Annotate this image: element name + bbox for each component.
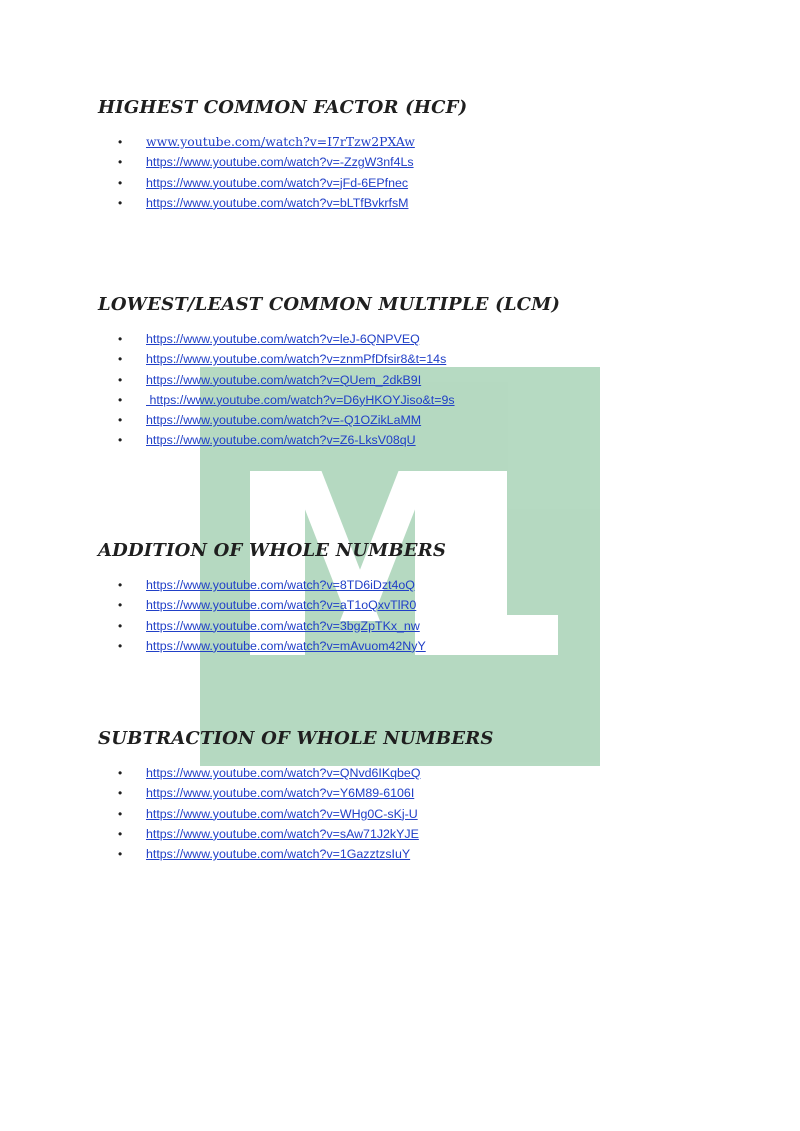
list-item [98, 370, 560, 390]
bullet-icon: • [118, 826, 123, 841]
video-link[interactable]: https://www.youtube.com/watch?v=sAw71J2kYJE [146, 826, 419, 841]
list-item [98, 763, 494, 783]
list-item [98, 783, 494, 803]
section-heading: LOWEST/LEAST COMMON MULTIPLE (LCM) [98, 294, 561, 315]
bullet-icon: • [118, 332, 123, 346]
video-link[interactable]: https://www.youtube.com/watch?v=jFd-6EPfnec [146, 175, 409, 190]
section-heading: SUBTRACTION OF WHOLE NUMBERS [98, 728, 494, 749]
section-heading: HIGHEST COMMON FACTOR (HCF) [98, 97, 468, 118]
watermark-l-foot [445, 615, 558, 655]
bullet-icon: • [118, 135, 123, 149]
section-hcf [98, 97, 467, 213]
list-item [98, 595, 446, 615]
section-addition [98, 540, 446, 656]
list-item [98, 193, 467, 213]
list-item [98, 173, 467, 193]
link-list [98, 132, 467, 213]
list-item [98, 824, 494, 844]
link-list [98, 763, 494, 864]
bullet-icon: • [118, 155, 123, 170]
video-link[interactable]: https://www.youtube.com/watch?v=aT1oQxvTlR0 [146, 598, 417, 613]
list-item [98, 616, 446, 636]
section-lcm [98, 294, 560, 451]
section-subtraction [98, 728, 494, 864]
link-list [98, 575, 446, 656]
bullet-icon: • [118, 638, 123, 653]
list-item [98, 430, 560, 450]
list-item [98, 636, 446, 656]
bullet-icon: • [118, 392, 123, 407]
bullet-icon: • [118, 175, 123, 190]
list-item [98, 410, 560, 430]
video-link[interactable]: https://www.youtube.com/watch?v=-ZzgW3nf4Ls [146, 155, 414, 170]
list-item [98, 804, 494, 824]
video-link[interactable]: https://www.youtube.com/watch?v=1GazztzsIuY [146, 847, 411, 862]
video-link[interactable]: https://www.youtube.com/watch?v=Y6M89-6106I [146, 786, 415, 801]
list-item [98, 390, 560, 410]
video-link[interactable]: https://www.youtube.com/watch?v=D6yHKOYJiso&t=9s [146, 392, 455, 407]
video-link[interactable]: https://www.youtube.com/watch?v=8TD6iDzt4oQ [146, 578, 415, 592]
bullet-icon: • [118, 433, 123, 448]
list-item [98, 349, 560, 369]
bullet-icon: • [118, 352, 123, 367]
video-link[interactable]: https://www.youtube.com/watch?v=QUem_2dkB9I [146, 372, 422, 387]
video-link[interactable]: https://www.youtube.com/watch?v=-Q1OZikLaMM [146, 413, 422, 428]
link-list [98, 329, 560, 451]
bullet-icon: • [118, 847, 123, 862]
video-link[interactable]: https://www.youtube.com/watch?v=QNvd6IKqbeQ [146, 766, 421, 780]
list-item [98, 575, 446, 595]
bullet-icon: • [118, 598, 123, 613]
video-link[interactable]: https://www.youtube.com/watch?v=znmPfDfsir8&t=14s [146, 352, 447, 367]
list-item [98, 152, 467, 172]
list-item [98, 329, 560, 349]
video-link[interactable]: www.youtube.com/watch?v=I7rTzw2PXAw [146, 134, 415, 149]
video-link[interactable]: https://www.youtube.com/watch?v=WHg0C-sKj-U [146, 806, 418, 821]
video-link[interactable]: https://www.youtube.com/watch?v=bLTfBvkrfsM [146, 195, 409, 210]
video-link[interactable]: https://www.youtube.com/watch?v=mAvuom42NyY [146, 638, 426, 653]
bullet-icon: • [118, 195, 123, 210]
list-item [98, 844, 494, 864]
bullet-icon: • [118, 766, 123, 780]
bullet-icon: • [118, 618, 123, 633]
section-heading: ADDITION OF WHOLE NUMBERS [98, 540, 447, 561]
bullet-icon: • [118, 806, 123, 821]
bullet-icon: • [118, 372, 123, 387]
bullet-icon: • [118, 413, 123, 428]
bullet-icon: • [118, 786, 123, 801]
video-link[interactable]: https://www.youtube.com/watch?v=leJ-6QNPVEQ [146, 332, 420, 346]
bullet-icon: • [118, 578, 123, 592]
video-link[interactable]: https://www.youtube.com/watch?v=Z6-LksV08qU [146, 433, 416, 448]
list-item [98, 132, 467, 152]
video-link[interactable]: https://www.youtube.com/watch?v=3bgZpTKx_nw [146, 618, 420, 633]
